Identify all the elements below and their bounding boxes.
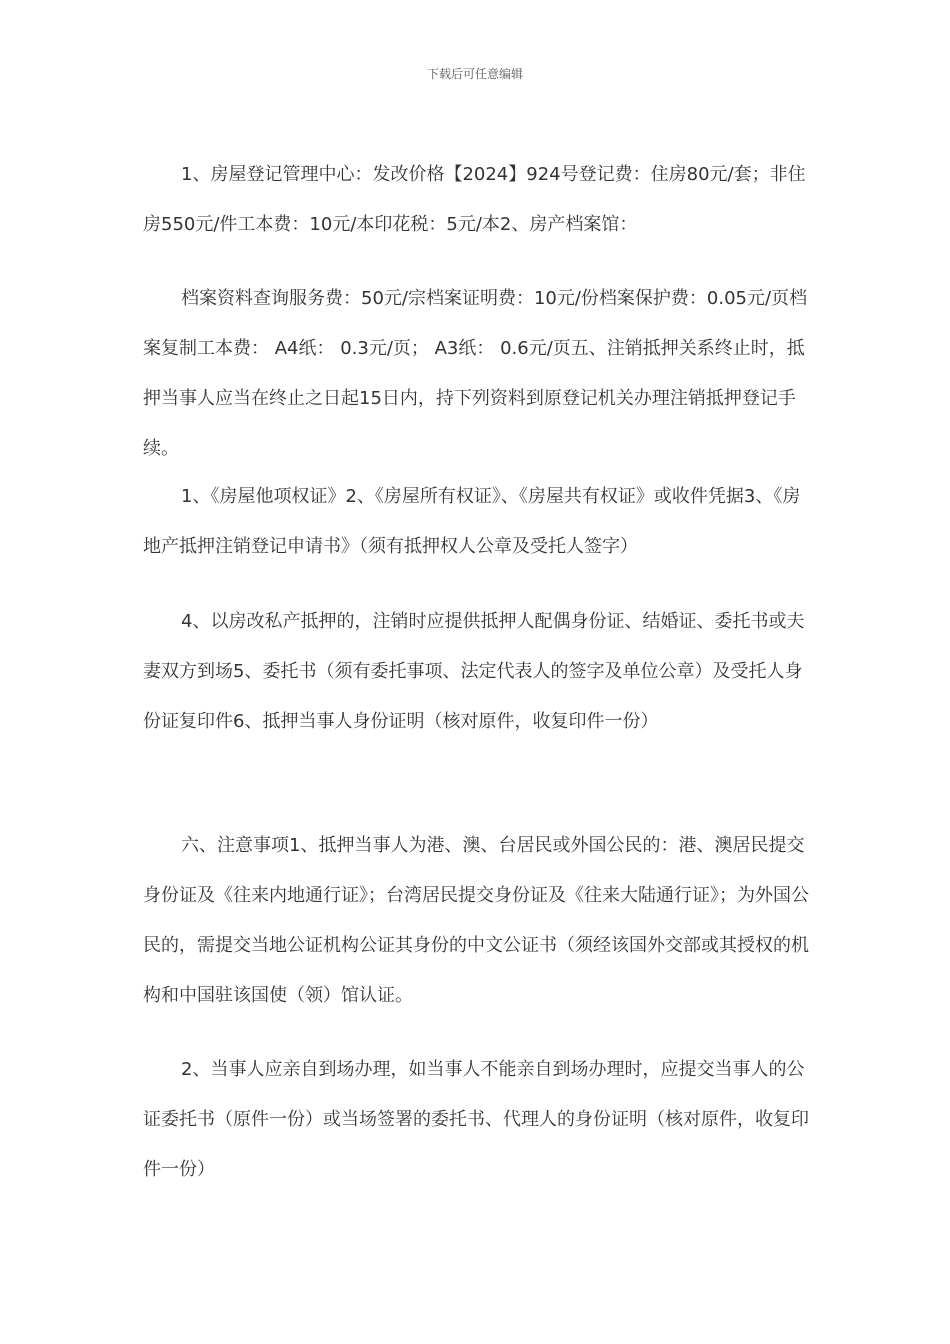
- paragraph-text: 4、以房改私产抵押的，注销时应提供抵押人配偶身份证、结婚证、委托书或夫妻双方到场5、委托书（须有委托事项、法定代表人的签字及单位公章）及受托人身份证复印件6、抵押当事人身份证明（核对原件，收复印件一份）: [143, 611, 805, 732]
- page-header-note: 下载后可任意编辑: [426, 67, 523, 81]
- paragraph-in-person-requirement: [143, 1045, 811, 1195]
- paragraph-text: 2、当事人应亲自到场办理，如当事人不能亲自到场办理时，应提交当事人的公证委托书（原件一份）或当场签署的委托书、代理人的身份证明（核对原件，收复印件一份）: [143, 1059, 809, 1180]
- paragraph-text: 档案资料查询服务费：50元/宗档案证明费：10元/份档案保护费：0.05元/页档案复制工本费： A4纸： 0.3元/页； A3纸： 0.6元/页五、注销抵押关系终止时，抵押当事人应当在终止之日起15日内，持下列资料到原登记机关办理注销抵押登记手续。: [143, 288, 808, 459]
- paragraph-text: 1、《房屋他项权证》2、《房屋所有权证》、《房屋共有权证》或收件凭据3、《房地产抵押注销登记申请书》（须有抵押权人公章及受托人签字）: [143, 486, 801, 557]
- paragraph-registration-fees: [143, 150, 811, 250]
- paragraph-archive-fees: [143, 274, 811, 474]
- paragraph-text: 1、房屋登记管理中心：发改价格【2024】924号登记费：住房80元/套；非住房550元/件工本费：10元/本印花税：5元/本2、房产档案馆：: [143, 164, 806, 235]
- paragraph-text: 六、注意事项1、抵押当事人为港、澳、台居民或外国公民的：港、澳居民提交身份证及《往来内地通行证》；台湾居民提交身份证及《往来大陆通行证》；为外国公民的，需提交当地公证机构公证其身份的中文公证书（须经该国外交部或其授权的机构和中国驻该国使（领）馆认证。: [143, 835, 809, 1006]
- paragraph-notes-foreign-residents: [143, 821, 811, 1021]
- paragraph-spouse-and-proxy: [143, 597, 811, 747]
- paragraph-required-documents: [143, 472, 811, 572]
